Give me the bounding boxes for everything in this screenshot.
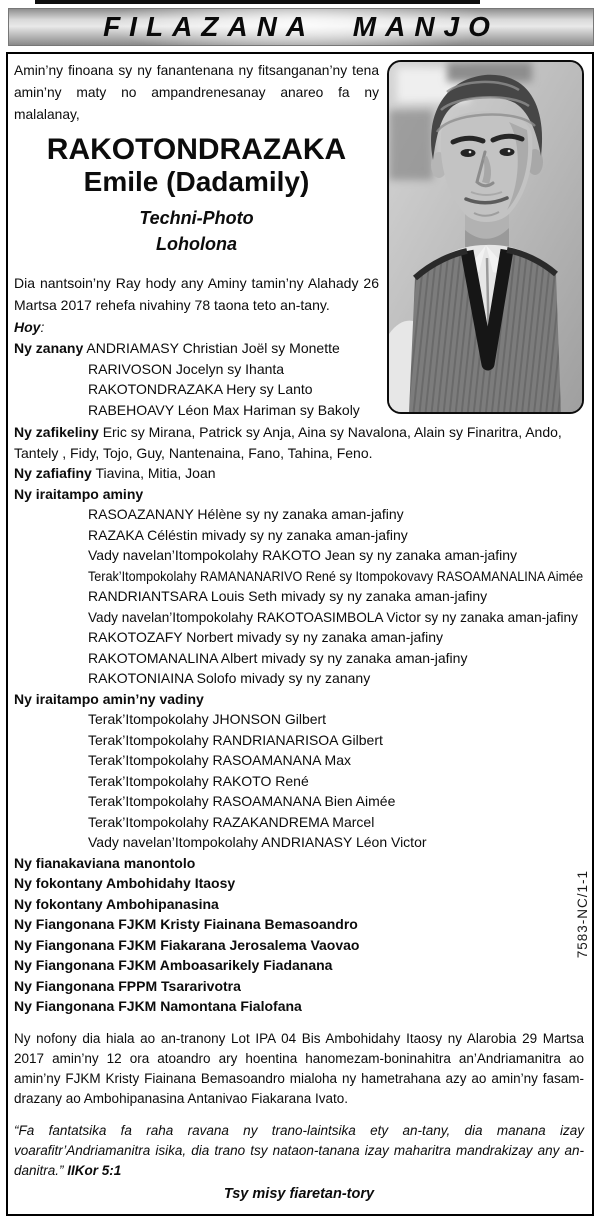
family-role-label: Ny zafikeliny: [14, 424, 99, 440]
family-line: [14, 648, 584, 669]
family-line: [14, 894, 584, 915]
family-line: [14, 545, 584, 566]
family-line: [14, 750, 584, 771]
family-line: [14, 484, 584, 505]
family-line-text: RARIVOSON Jocelyn sy Ihanta: [88, 360, 285, 377]
family-line-text: Terak’Itompokolahy RANDRIANARISOA Gilbert: [88, 731, 383, 748]
family-role-label: Ny fianakaviana manontolo: [14, 854, 196, 871]
family-line-text: Vady navelan’Itompokolahy RAKOTOASIMBOLA Victor sy ny zanaka aman-jafiny: [88, 608, 578, 625]
family-line-text: RAZAKA Céléstin mivady sy ny zanaka aman-jafiny: [88, 526, 408, 543]
family-line: [14, 873, 584, 894]
family-line-text: RAKOTOMANALINA Albert mivady sy ny zanaka aman-jafiny: [88, 649, 468, 666]
family-line: [14, 791, 584, 812]
family-role-label: Ny zafiafiny: [14, 465, 92, 481]
obituary-notice-box: [6, 52, 594, 1216]
family-line: [14, 504, 584, 525]
death-announcement: Dia nantsoin’ny Ray hody any Aminy tamin’ny Alahady 26 Martsa 2017 rehefa nivahiny 78 taona teto an-tany.: [14, 275, 379, 313]
family-line: [14, 422, 584, 463]
family-role-label: Ny Fiangonana FPPM Tsararivotra: [14, 977, 241, 994]
family-line-text: RANDRIANTSARA Louis Seth mivady sy ny zanaka aman-jafiny: [88, 588, 488, 604]
funeral-arrangements-paragraph: Ny nofony dia hiala ao an-tranony Lot IPA 04 Bis Ambohidahy Itaosy ny Alarobia 29 Martsa 2017 amin’ny 12 ora atoandro ary hoentina hanomezam-boninahitra an’Andriamanitra ao amin’ny FJKM Kristy Fiainana Bemasoandro mialoha ny hametrahana azy ao amin’ny fasam-drazany ao Ambohipanasina Antanivao Fiakarana Ivato.: [14, 1030, 584, 1106]
family-line: [14, 771, 584, 792]
family-role-label: Ny iraitampo aminy: [14, 485, 144, 502]
portrait-illustration: [389, 62, 582, 412]
scripture-quote: [14, 1121, 584, 1181]
family-line-text: RAKOTOZAFY Norbert mivady sy ny zanaka aman-jafiny: [88, 629, 444, 645]
family-role-label: Ny Fiangonana FJKM Kristy Fiainana Bemasoandro: [14, 916, 358, 932]
masthead-title: FILAZANA MANJO: [103, 11, 499, 42]
family-role-label: Ny Fiangonana FJKM Namontana Fialofana: [14, 998, 302, 1014]
family-line: [14, 914, 584, 935]
family-line: [14, 935, 584, 956]
family-line-text: RASOAZANANY Hélène sy ny zanaka aman-jafiny: [88, 506, 404, 522]
family-role-label: Ny Fiangonana FJKM Fiakarana Jerosalema Vaovao: [14, 936, 360, 953]
masthead-band: [8, 8, 594, 46]
family-line: [14, 627, 584, 648]
family-line-text: RABEHOAVY Léon Max Hariman sy Bakoly: [88, 401, 360, 418]
family-role-label: Ny zanany: [14, 340, 84, 356]
family-line: [14, 566, 584, 587]
family-line: [14, 668, 584, 689]
scan-rule-line: [35, 0, 480, 4]
family-line-text: Terak’Itompokolahy RAMANANARIVO René sy Itompokovavy RASOAMANALINA Aimée: [88, 567, 584, 584]
deceased-surname: RAKOTONDRAZAKA: [46, 133, 347, 166]
scripture-reference: IIKor 5:1: [67, 1162, 122, 1178]
family-line: [14, 832, 584, 853]
family-line: [14, 730, 584, 751]
hoy-label: Hoy: [14, 319, 41, 335]
family-line: [14, 463, 584, 484]
family-line: [14, 976, 584, 997]
family-line: [14, 812, 584, 833]
family-line-text: Terak’Itompokolahy RAZAKANDREMA Marcel: [88, 813, 375, 830]
family-list: [14, 338, 584, 1017]
family-line-text: Eric sy Mirana, Patrick sy Anja, Aina sy Navalona, Alain sy Finaritra, Ando, Tantely , Fidy, Tojo, Guy, Nantenaina, Fano, Tahina, Feno.: [14, 424, 562, 461]
deceased-role-2: Loholona: [156, 234, 237, 254]
family-role-label: Ny fokontany Ambohipanasina: [14, 895, 219, 912]
deceased-photo: [387, 60, 584, 414]
family-line-text: Vady navelan’Itompokolahy ANDRIANASY Léon Victor: [88, 834, 427, 850]
family-line-text: ANDRIAMASY Christian Joël sy Monette: [86, 340, 340, 356]
family-line-text: Vady navelan’Itompokolahy RAKOTO Jean sy ny zanaka aman-jafiny: [88, 547, 518, 563]
family-line: [14, 607, 584, 628]
family-role-label: Ny Fiangonana FJKM Amboasarikely Fiadanana: [14, 957, 333, 973]
family-line-text: Terak’Itompokolahy RAKOTO René: [88, 772, 309, 789]
family-line-text: RAKOTONIAINA Solofo mivady sy ny zanany: [88, 670, 371, 686]
notice-reference-number: 7583-NC/1-1: [575, 870, 590, 959]
deceased-role-1: Techni-Photo: [139, 208, 254, 228]
family-line-text: Terak’Itompokolahy RASOAMANANA Bien Aimée: [88, 793, 396, 809]
family-role-label: Ny iraitampo amin’ny vadiny: [14, 690, 204, 707]
family-line-text: Terak’Itompokolahy JHONSON Gilbert: [88, 711, 327, 727]
scripture-quote-text: “Fa fantatsika fa raha ravana ny trano-laintsika ety an-tany, dia manana izay voarafitr’Andriamanitra isika, dia trano tsy nataon-tanana izay maharitra mandrakizay any an-danitra.”: [14, 1122, 584, 1178]
family-line: [14, 853, 584, 874]
family-line: [14, 586, 584, 607]
family-role-label: Ny fokontany Ambohidahy Itaosy: [14, 875, 236, 891]
family-line: [14, 689, 584, 710]
family-line: [14, 709, 584, 730]
family-line-text: Tiavina, Mitia, Joan: [95, 465, 216, 481]
family-line-text: Terak’Itompokolahy RASOAMANANA Max: [88, 752, 351, 768]
intro-paragraph: Amin’ny finoana sy ny fanantenana ny fitsanganan’ny tena amin’ny maty no ampandrenesanay anareo fa ny malalanay,: [14, 63, 379, 122]
deceased-given-name: Emile (Dadamily): [83, 166, 310, 197]
closing-line: Tsy misy fiaretan-tory: [223, 1185, 375, 1202]
family-line: [14, 525, 584, 546]
family-line: [14, 996, 584, 1017]
family-line: [14, 955, 584, 976]
hoy-colon: :: [40, 319, 45, 335]
family-line-text: RAKOTONDRAZAKA Hery sy Lanto: [88, 381, 313, 397]
